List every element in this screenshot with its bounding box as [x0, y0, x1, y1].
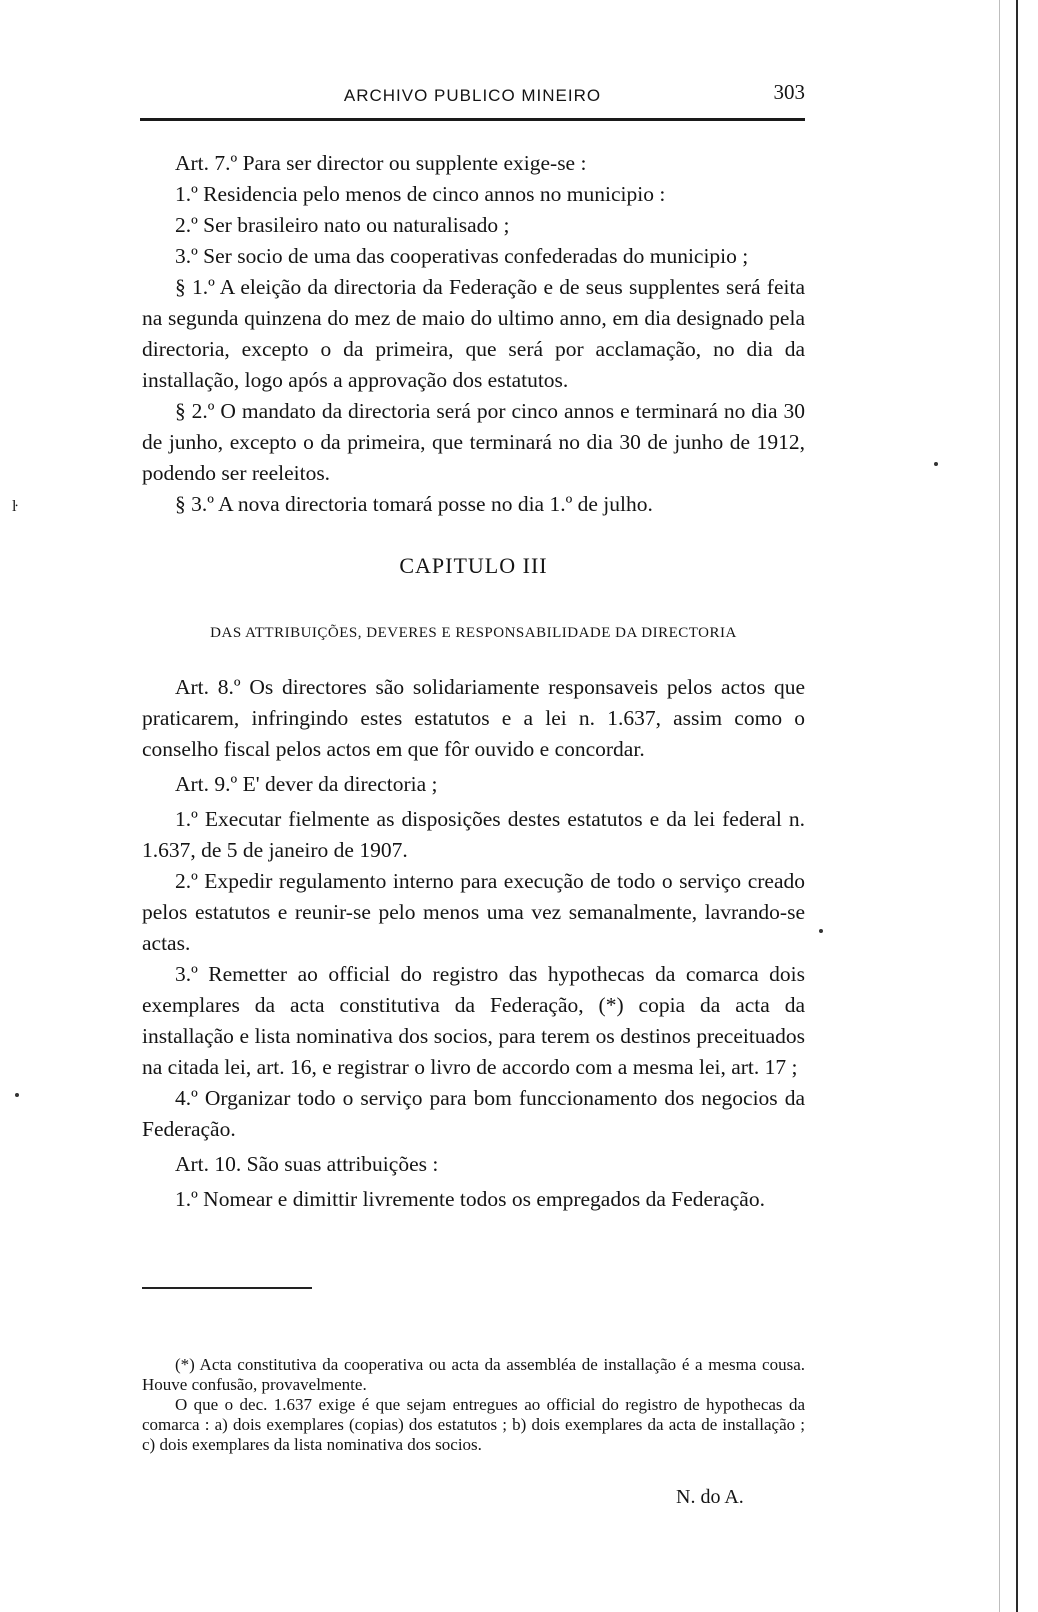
article-7-item-1: 1.º Residencia pelo menos de cinco annos no municipio :: [175, 182, 666, 206]
page-header: [140, 80, 805, 120]
article-7-item-2: 2.º Ser brasileiro nato ou naturalisado ;: [175, 213, 510, 237]
article-7-paragraph-2: § 2.º O mandato da directoria será por cinco annos e terminará no dia 30 de junho, excepto o da primeira, que terminará no dia 30 de junho de 1912, podendo ser reeleitos.: [142, 399, 805, 485]
footnote-note-1: (*) Acta constitutiva da cooperativa ou acta da assembléa de installação é a mesma cousa. Houve confusão, provavelmente.: [142, 1355, 805, 1394]
page-number: 303: [773, 80, 805, 104]
margin-speck: [934, 462, 938, 466]
article-10-item-1: 1.º Nomear e dimittir livremente todos os empregados da Federação.: [175, 1187, 765, 1211]
article-7-paragraph-3: § 3.º A nova directoria tomará posse no dia 1.º de julho.: [175, 492, 653, 516]
article-10: Art. 10. São suas attribuições :: [175, 1152, 439, 1176]
article-8: Art. 8.º Os directores são solidariamente responsaveis pelos actos que praticarem, infringindo estes estatutos e a lei n. 1.637, assim como o conselho fiscal pelos actos em que fôr ouvido e concordar.: [142, 675, 805, 761]
article-7-block: [142, 148, 805, 520]
article-9-item-2: 2.º Expedir regulamento interno para execução de todo o serviço creado pelos estatutos e reunir-se pelo menos uma vez semanalmente, lavrando-se actas.: [142, 869, 805, 955]
page-edge-shadow: [999, 0, 1000, 1612]
chapter-subtitle: DAS ATTRIBUIÇÕES, DEVERES E RESPONSABILIDADE DA DIRECTORIA: [210, 625, 737, 641]
margin-mark-glyph: ŀ: [12, 498, 18, 515]
footnote-signature: N. do A.: [676, 1486, 744, 1508]
footnote: [142, 1355, 805, 1455]
articles-8-10-block: [142, 672, 805, 1215]
footnote-rule: [142, 1287, 312, 1289]
article-9-item-3: 3.º Remetter ao official do registro das hypothecas da comarca dois exemplares da acta constitutiva da Federação, (*) copia da acta da installação e lista nominativa dos socios, para terem os destinos preceituados na citada lei, art. 16, e registrar o livro de accordo com a mesma lei, art. 17 ;: [142, 962, 805, 1079]
article-7-paragraph-1: § 1.º A eleição da directoria da Federação e de seus supplentes será feita na segunda quinzena do mez de maio do ultimo anno, em dia designado pela directoria, excepto o da primeira, que será por acclamação, no dia da installação, logo após a approvação dos estatutos.: [142, 275, 805, 392]
chapter-title: CAPITULO III: [399, 553, 548, 578]
article-9-item-1: 1.º Executar fielmente as disposições destes estatutos e da lei federal n. 1.637, de 5 de janeiro de 1907.: [142, 807, 805, 862]
article-9-item-4: 4.º Organizar todo o serviço para bom funccionamento dos negocios da Federação.: [142, 1086, 805, 1141]
page-edge-line: [1016, 0, 1018, 1612]
footnote-note-2: O que o dec. 1.637 exige é que sejam entregues ao official do registro de hypothecas da comarca : a) dois exemplares (copias) dos estatutos ; b) dois exemplares da acta de installação ; c) dois exemplares da lista nominativa dos socios.: [142, 1395, 805, 1454]
header-rule: [140, 118, 805, 121]
article-7-item-3: 3.º Ser socio de uma das cooperativas confederadas do municipio ;: [175, 244, 749, 268]
running-title: ARCHIVO PUBLICO MINEIRO: [343, 86, 602, 105]
margin-speck: [15, 1093, 19, 1097]
article-9: Art. 9.º E' dever da directoria ;: [175, 772, 438, 796]
margin-speck: [819, 929, 823, 933]
article-7-intro: Art. 7.º Para ser director ou supplente exige-se :: [175, 151, 587, 175]
